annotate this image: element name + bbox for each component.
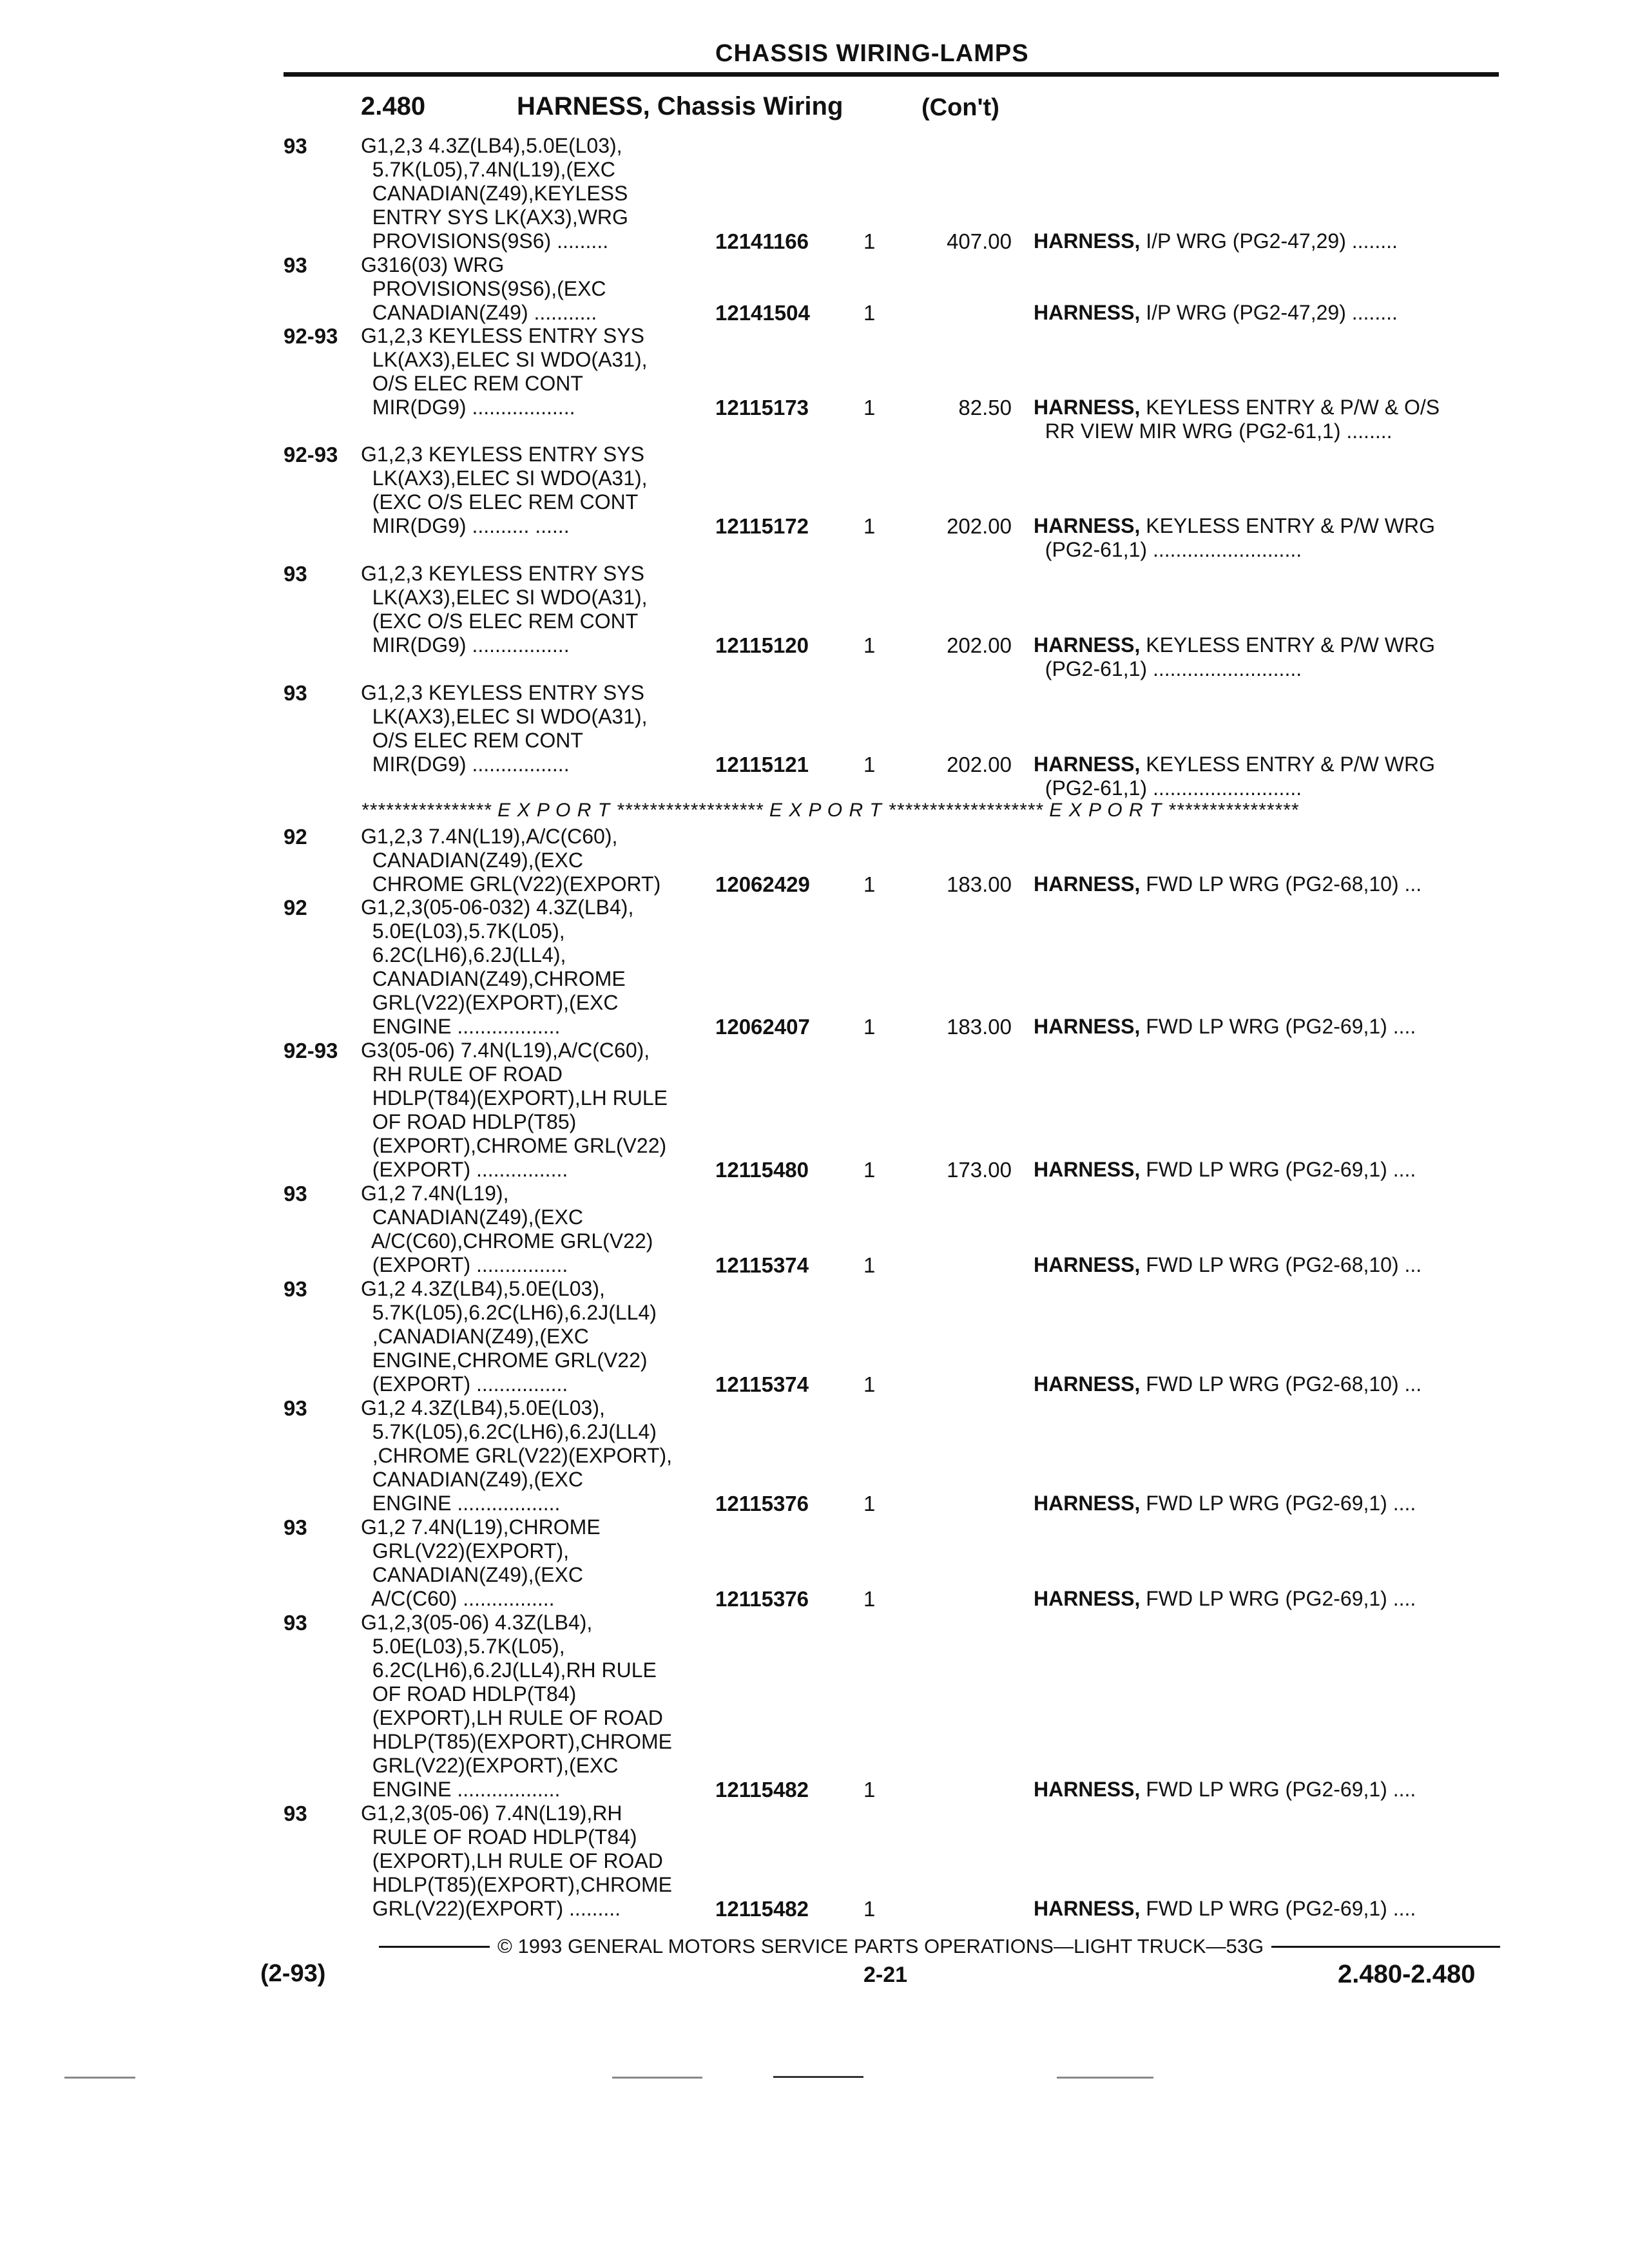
part-number: 12115172: [715, 514, 809, 538]
usage-description: G1,2 7.4N(L19), CANADIAN(Z49),(EXC A/C(C60),CHROME GRL(V22) (EXPORT) ................: [361, 1182, 653, 1276]
revision-date: (2-93): [260, 1960, 326, 1987]
export-divider: **************** E X P O R T ****************** E X P O R T ******************* E X P O R T ****************: [361, 800, 1299, 821]
part-number: 12115376: [715, 1587, 809, 1611]
part-name: [1034, 229, 1504, 253]
part-number: 12141166: [715, 229, 809, 253]
section-number: 2.480: [361, 92, 426, 120]
part-name-detail: KEYLESS ENTRY & P/W WRG (PG2-61,1) ..........................: [1045, 514, 1435, 561]
model-year: 93: [284, 1515, 307, 1539]
part-name-detail: FWD LP WRG (PG2-68,10) ...: [1140, 1253, 1422, 1276]
part-name-detail: FWD LP WRG (PG2-69,1) ....: [1140, 1587, 1416, 1610]
quantity: 1: [863, 753, 876, 776]
quantity: 1: [863, 1372, 876, 1396]
quantity: 1: [863, 229, 876, 253]
usage-description: G1,2,3(05-06-032) 4.3Z(LB4), 5.0E(L03),5.7K(L05), 6.2C(LH6),6.2J(LL4), CANADIAN(Z49),CHROME GRL(V22)(EXPORT),(EXC ENGINE ..................: [361, 896, 634, 1038]
part-name: [1034, 301, 1504, 325]
quantity: 1: [863, 1587, 876, 1611]
price: 202.00: [947, 633, 1012, 657]
part-number: 12062407: [715, 1015, 810, 1039]
model-year: 93: [284, 1802, 307, 1825]
part-name: [1034, 872, 1504, 896]
part-name-detail: FWD LP WRG (PG2-69,1) ....: [1140, 1492, 1416, 1515]
part-number: 12115482: [715, 1778, 809, 1802]
usage-description: G3(05-06) 7.4N(L19),A/C(C60), RH RULE OF ROAD HDLP(T84)(EXPORT),LH RULE OF ROAD HDLP(T85) (EXPORT),CHROME GRL(V22) (EXPORT) ................: [361, 1039, 668, 1181]
model-year: 92-93: [284, 443, 338, 466]
usage-description: G1,2,3 KEYLESS ENTRY SYS LK(AX3),ELEC SI WDO(A31), (EXC O/S ELEC REM CONT MIR(DG9) .......... ......: [361, 443, 648, 537]
price: 407.00: [947, 229, 1012, 253]
model-year: 92: [284, 896, 307, 919]
quantity: 1: [863, 1158, 876, 1182]
model-year: 93: [284, 253, 307, 277]
part-name-keyword: HARNESS,: [1034, 1587, 1141, 1610]
part-name-detail: FWD LP WRG (PG2-68,10) ...: [1140, 1372, 1422, 1396]
part-name-keyword: HARNESS,: [1034, 396, 1141, 419]
quantity: 1: [863, 872, 876, 896]
model-year: 93: [284, 562, 307, 586]
part-name: [1034, 1372, 1504, 1396]
quantity: 1: [863, 1897, 876, 1921]
part-name: [1034, 1778, 1504, 1802]
scan-artifact: [1057, 2077, 1153, 2079]
model-year: 93: [284, 1611, 307, 1635]
model-year: 93: [284, 1182, 307, 1206]
part-name-keyword: HARNESS,: [1034, 872, 1141, 896]
quantity: 1: [863, 633, 876, 657]
section-continued: (Con't): [921, 94, 999, 121]
model-year: 93: [284, 1396, 307, 1420]
copyright-notice: © 1993 GENERAL MOTORS SERVICE PARTS OPERATIONS—LIGHT TRUCK—53G: [490, 1935, 1271, 1958]
part-name-keyword: HARNESS,: [1034, 1253, 1141, 1276]
part-name: [1034, 1897, 1504, 1921]
part-name-keyword: HARNESS,: [1034, 1158, 1141, 1181]
part-name: [1034, 1015, 1504, 1039]
section-title: HARNESS, Chassis Wiring: [517, 92, 843, 120]
quantity: 1: [863, 514, 876, 538]
usage-description: G1,2,3 KEYLESS ENTRY SYS LK(AX3),ELEC SI WDO(A31), (EXC O/S ELEC REM CONT MIR(DG9) .................: [361, 562, 648, 657]
price: 183.00: [947, 872, 1012, 896]
part-name-detail: FWD LP WRG (PG2-69,1) ....: [1140, 1158, 1416, 1181]
part-name-keyword: HARNESS,: [1034, 1015, 1141, 1038]
part-number: 12115374: [715, 1372, 809, 1396]
part-name-keyword: HARNESS,: [1034, 753, 1141, 776]
part-name: [1034, 633, 1504, 681]
scan-artifact: [773, 2076, 863, 2078]
usage-description: G1,2 7.4N(L19),CHROME GRL(V22)(EXPORT), CANADIAN(Z49),(EXC A/C(C60) ................: [361, 1515, 601, 1610]
part-name-detail: KEYLESS ENTRY & P/W & O/S RR VIEW MIR WRG (PG2-61,1) ........: [1045, 396, 1440, 443]
price: 82.50: [958, 396, 1012, 419]
part-number: 12115480: [715, 1158, 809, 1182]
part-name: [1034, 1492, 1504, 1515]
usage-description: G1,2,3 4.3Z(LB4),5.0E(L03), 5.7K(L05),7.4N(L19),(EXC CANADIAN(Z49),KEYLESS ENTRY SYS LK(AX3),WRG PROVISIONS(9S6) .........: [361, 134, 628, 253]
part-name-detail: FWD LP WRG (PG2-69,1) ....: [1140, 1015, 1416, 1038]
part-name: [1034, 1253, 1504, 1277]
model-year: 93: [284, 134, 307, 158]
part-name-keyword: HARNESS,: [1034, 633, 1141, 657]
scan-artifact: [612, 2077, 702, 2079]
part-name-keyword: HARNESS,: [1034, 229, 1141, 253]
part-name-detail: I/P WRG (PG2-47,29) ........: [1140, 301, 1398, 324]
part-name: [1034, 1587, 1504, 1611]
part-name: [1034, 1158, 1504, 1182]
model-year: 92-93: [284, 324, 338, 348]
price: 173.00: [947, 1158, 1012, 1182]
usage-description: G1,2,3 KEYLESS ENTRY SYS LK(AX3),ELEC SI WDO(A31), O/S ELEC REM CONT MIR(DG9) ..................: [361, 324, 648, 419]
usage-description: G1,2,3(05-06) 7.4N(L19),RH RULE OF ROAD HDLP(T84) (EXPORT),LH RULE OF ROAD HDLP(T85)(EXPORT),CHROME GRL(V22)(EXPORT) .........: [361, 1802, 673, 1920]
part-name: [1034, 396, 1504, 443]
part-name-keyword: HARNESS,: [1034, 301, 1141, 324]
quantity: 1: [863, 396, 876, 419]
section-range: 2.480-2.480: [1338, 1960, 1476, 1988]
usage-description: G316(03) WRG PROVISIONS(9S6),(EXC CANADIAN(Z49) ...........: [361, 253, 606, 324]
quantity: 1: [863, 301, 876, 325]
model-year: 93: [284, 681, 307, 705]
part-number: 12115121: [715, 753, 809, 776]
part-name-keyword: HARNESS,: [1034, 514, 1141, 537]
part-name-keyword: HARNESS,: [1034, 1778, 1141, 1801]
part-number: 12141504: [715, 301, 810, 325]
quantity: 1: [863, 1015, 876, 1039]
part-name-detail: I/P WRG (PG2-47,29) ........: [1140, 229, 1398, 253]
usage-description: G1,2 4.3Z(LB4),5.0E(L03), 5.7K(L05),6.2C(LH6),6.2J(LL4) ,CHROME GRL(V22)(EXPORT), CANADIAN(Z49),(EXC ENGINE ..................: [361, 1396, 673, 1515]
part-number: 12115376: [715, 1492, 809, 1515]
part-name-detail: FWD LP WRG (PG2-68,10) ...: [1140, 872, 1422, 896]
scan-artifact: [64, 2077, 135, 2079]
part-name: [1034, 514, 1504, 562]
usage-description: G1,2,3 KEYLESS ENTRY SYS LK(AX3),ELEC SI WDO(A31), O/S ELEC REM CONT MIR(DG9) .................: [361, 681, 648, 776]
price: 202.00: [947, 753, 1012, 776]
part-name-keyword: HARNESS,: [1034, 1897, 1141, 1920]
part-number: 12115120: [715, 633, 809, 657]
price: 183.00: [947, 1015, 1012, 1039]
usage-description: G1,2,3 7.4N(L19),A/C(C60), CANADIAN(Z49),(EXC CHROME GRL(V22)(EXPORT): [361, 825, 661, 896]
model-year: 92-93: [284, 1039, 338, 1062]
part-number: 12115173: [715, 396, 809, 419]
part-number: 12062429: [715, 872, 810, 896]
price: 202.00: [947, 514, 1012, 538]
quantity: 1: [863, 1778, 876, 1802]
part-name-detail: FWD LP WRG (PG2-69,1) ....: [1140, 1778, 1416, 1801]
usage-description: G1,2 4.3Z(LB4),5.0E(L03), 5.7K(L05),6.2C(LH6),6.2J(LL4) ,CANADIAN(Z49),(EXC ENGINE,CHROME GRL(V22) (EXPORT) ................: [361, 1277, 657, 1396]
part-name-keyword: HARNESS,: [1034, 1372, 1141, 1396]
part-number: 12115482: [715, 1897, 809, 1921]
quantity: 1: [863, 1253, 876, 1277]
page-number: 2-21: [863, 1963, 908, 1987]
quantity: 1: [863, 1492, 876, 1515]
model-year: 92: [284, 825, 307, 849]
part-name-detail: FWD LP WRG (PG2-69,1) ....: [1140, 1897, 1416, 1920]
model-year: 93: [284, 1277, 307, 1301]
usage-description: G1,2,3(05-06) 4.3Z(LB4), 5.0E(L03),5.7K(L05), 6.2C(LH6),6.2J(LL4),RH RULE OF ROAD HDLP(T84) (EXPORT),LH RULE OF ROAD HDLP(T85)(EXPORT),CHROME GRL(V22)(EXPORT),(EXC ENGINE ..................: [361, 1611, 673, 1801]
part-name-detail: KEYLESS ENTRY & P/W WRG (PG2-61,1) ..........................: [1045, 753, 1435, 800]
part-number: 12115374: [715, 1253, 809, 1277]
part-name: [1034, 753, 1504, 800]
part-name-detail: KEYLESS ENTRY & P/W WRG (PG2-61,1) ..........................: [1045, 633, 1435, 680]
page-title: CHASSIS WIRING-LAMPS: [715, 40, 1029, 67]
part-name-keyword: HARNESS,: [1034, 1492, 1141, 1515]
